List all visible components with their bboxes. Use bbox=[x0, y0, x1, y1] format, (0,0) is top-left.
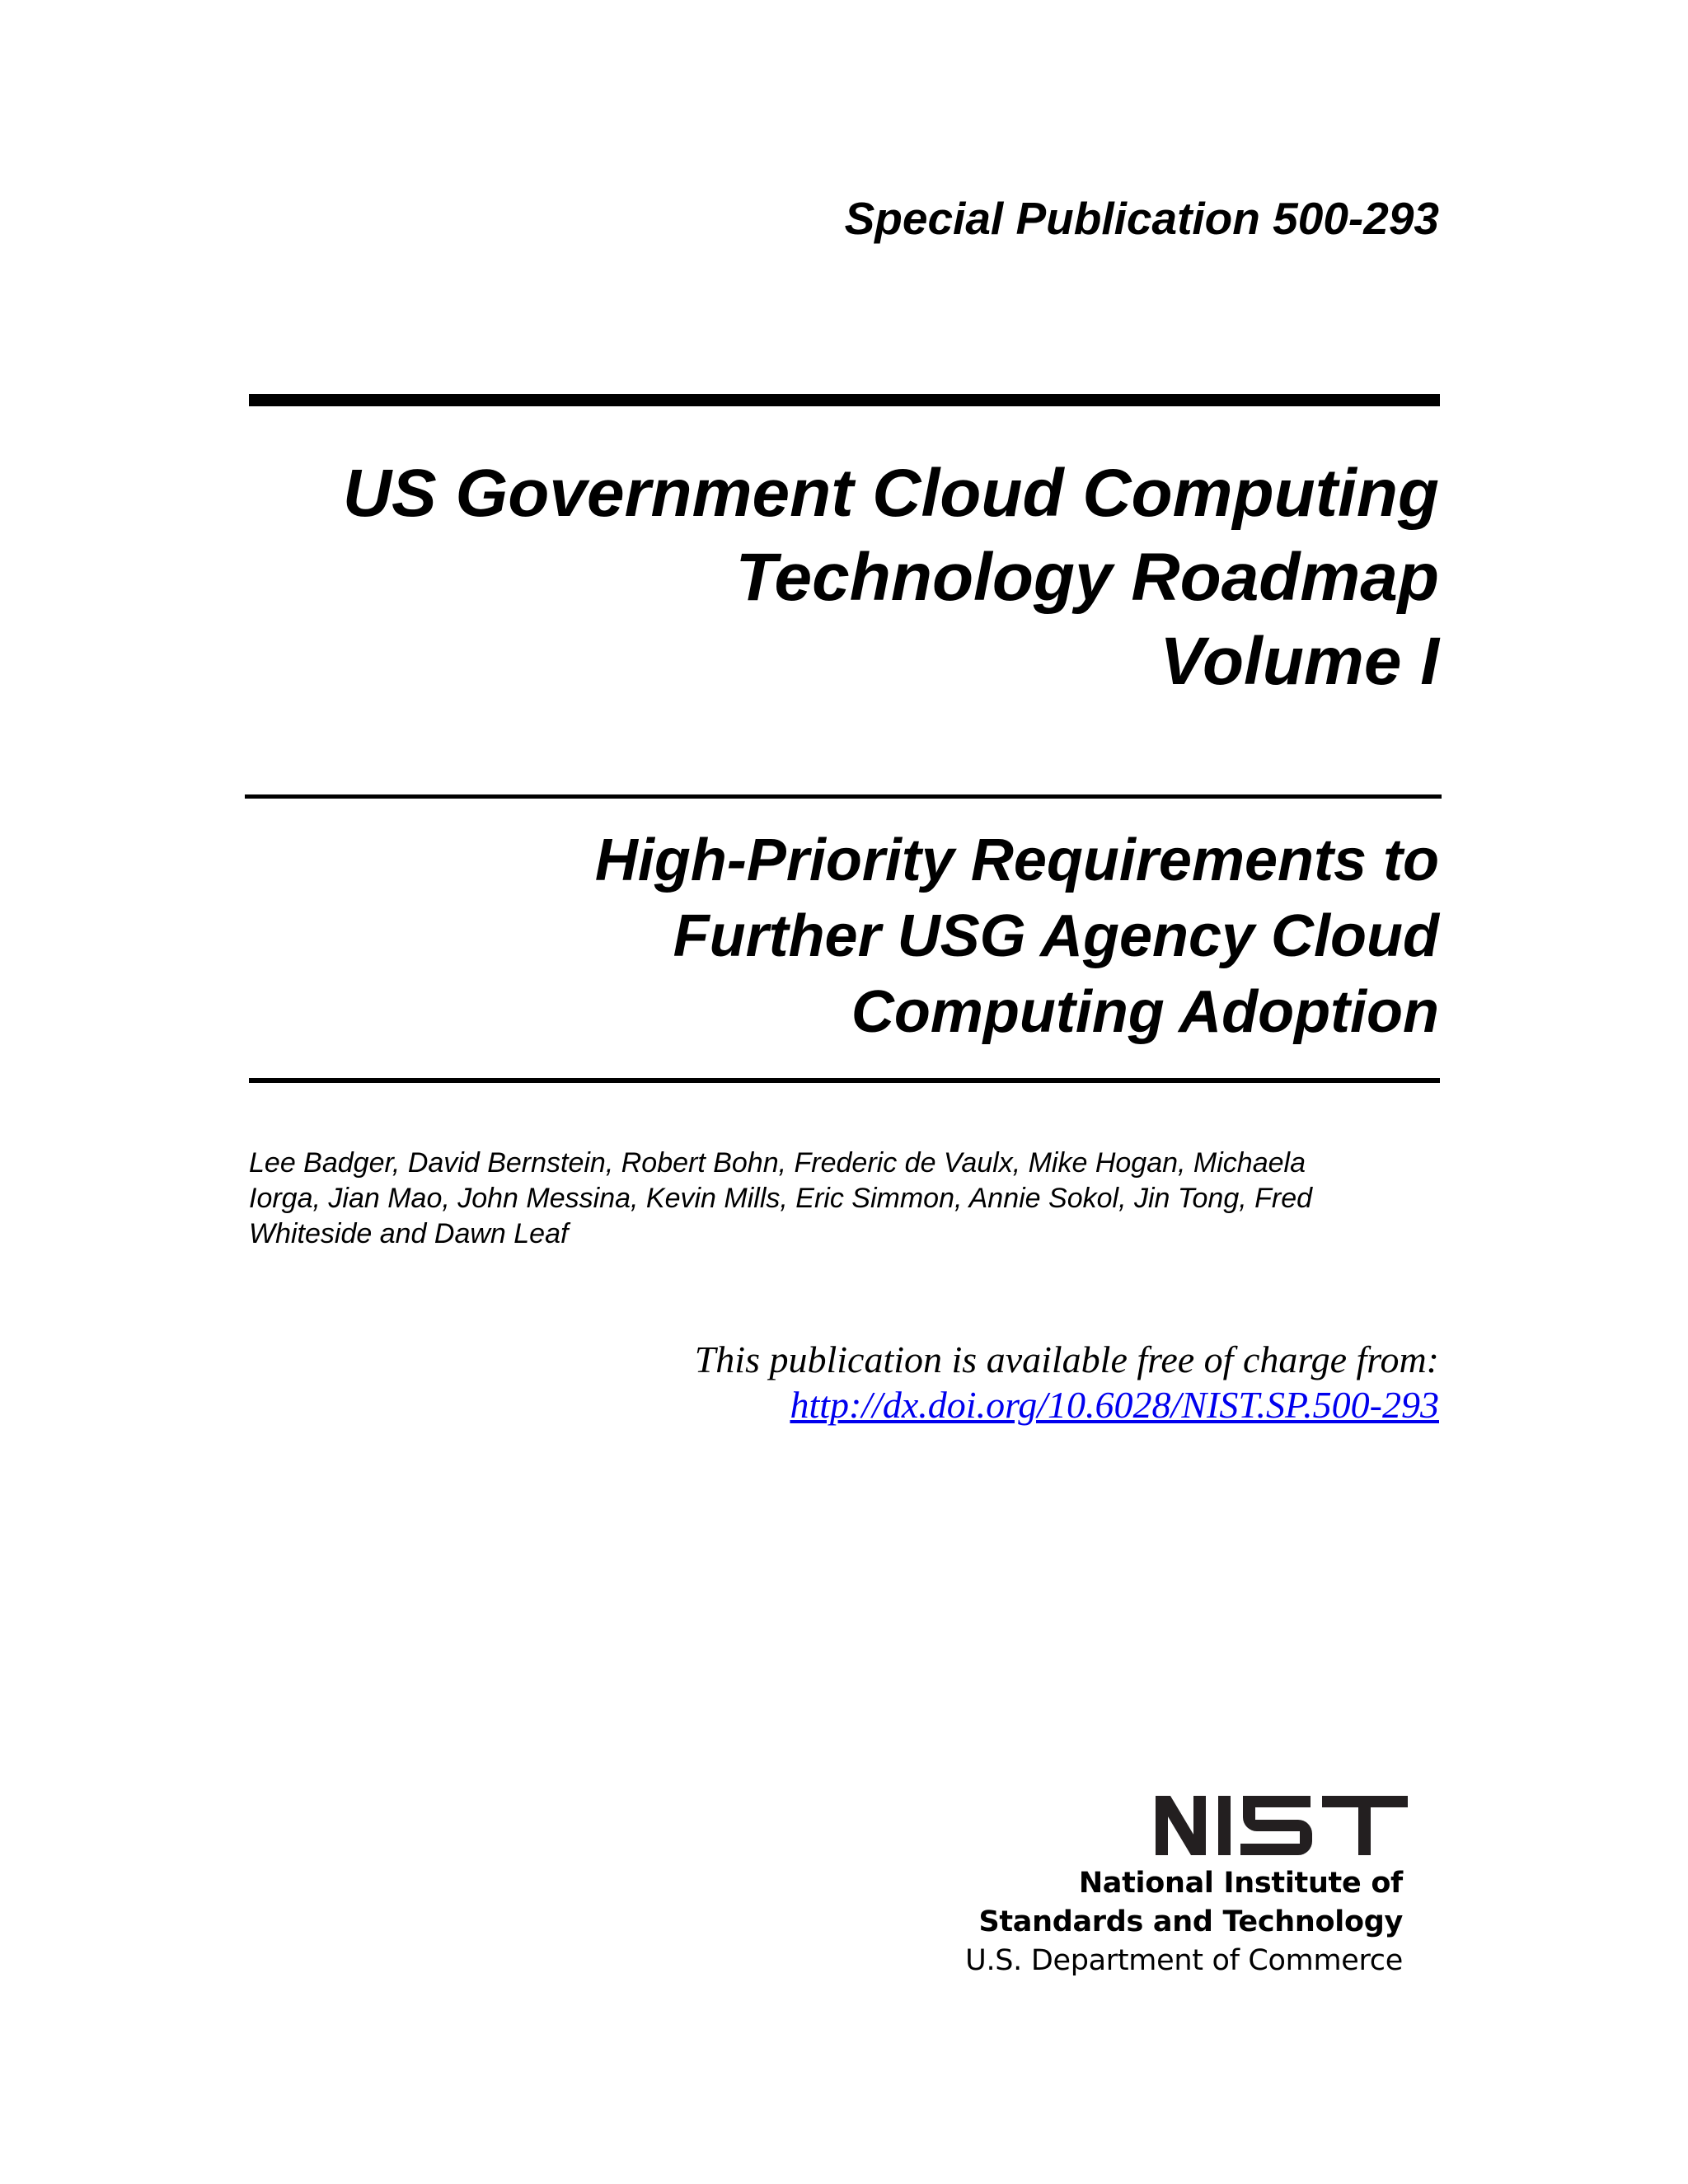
nist-logo bbox=[1154, 1793, 1409, 1858]
subtitle-line-1: High-Priority Requirements to bbox=[594, 827, 1439, 893]
authors-line-3: Whiteside and Dawn Leaf bbox=[249, 1218, 569, 1249]
agency-line-3: U.S. Department of Commerce bbox=[965, 1944, 1403, 1977]
title-line-2: Technology Roadmap bbox=[735, 540, 1439, 615]
middle-divider bbox=[245, 794, 1442, 799]
agency-line-2: Standards and Technology bbox=[978, 1905, 1403, 1938]
subtitle-line-2: Further USG Agency Cloud bbox=[673, 903, 1439, 969]
subtitle-line-3: Computing Adoption bbox=[851, 979, 1439, 1045]
title-line-3: Volume I bbox=[1160, 624, 1439, 699]
agency-name bbox=[965, 1864, 1403, 1980]
agency-line-1: National Institute of bbox=[1078, 1867, 1403, 1900]
availability-notice bbox=[695, 1337, 1439, 1427]
bottom-divider bbox=[249, 1078, 1440, 1083]
author-list bbox=[249, 1146, 1452, 1252]
document-title bbox=[343, 452, 1439, 704]
top-divider bbox=[249, 394, 1440, 406]
title-line-1: US Government Cloud Computing bbox=[342, 456, 1439, 531]
doi-link[interactable]: http://dx.doi.org/10.6028/NIST.SP.500-293 bbox=[790, 1384, 1439, 1426]
availability-text: This publication is available free of charge from: bbox=[694, 1338, 1439, 1380]
document-subtitle bbox=[595, 823, 1439, 1050]
authors-line-1: Lee Badger, David Bernstein, Robert Bohn, Frederic de Vaulx, Mike Hogan, Michaela bbox=[249, 1147, 1306, 1179]
authors-line-2: Iorga, Jian Mao, John Messina, Kevin Mills, Eric Simmon, Annie Sokol, Jin Tong, Fred bbox=[249, 1183, 1313, 1214]
publication-number: Special Publication 500-293 bbox=[844, 193, 1439, 244]
